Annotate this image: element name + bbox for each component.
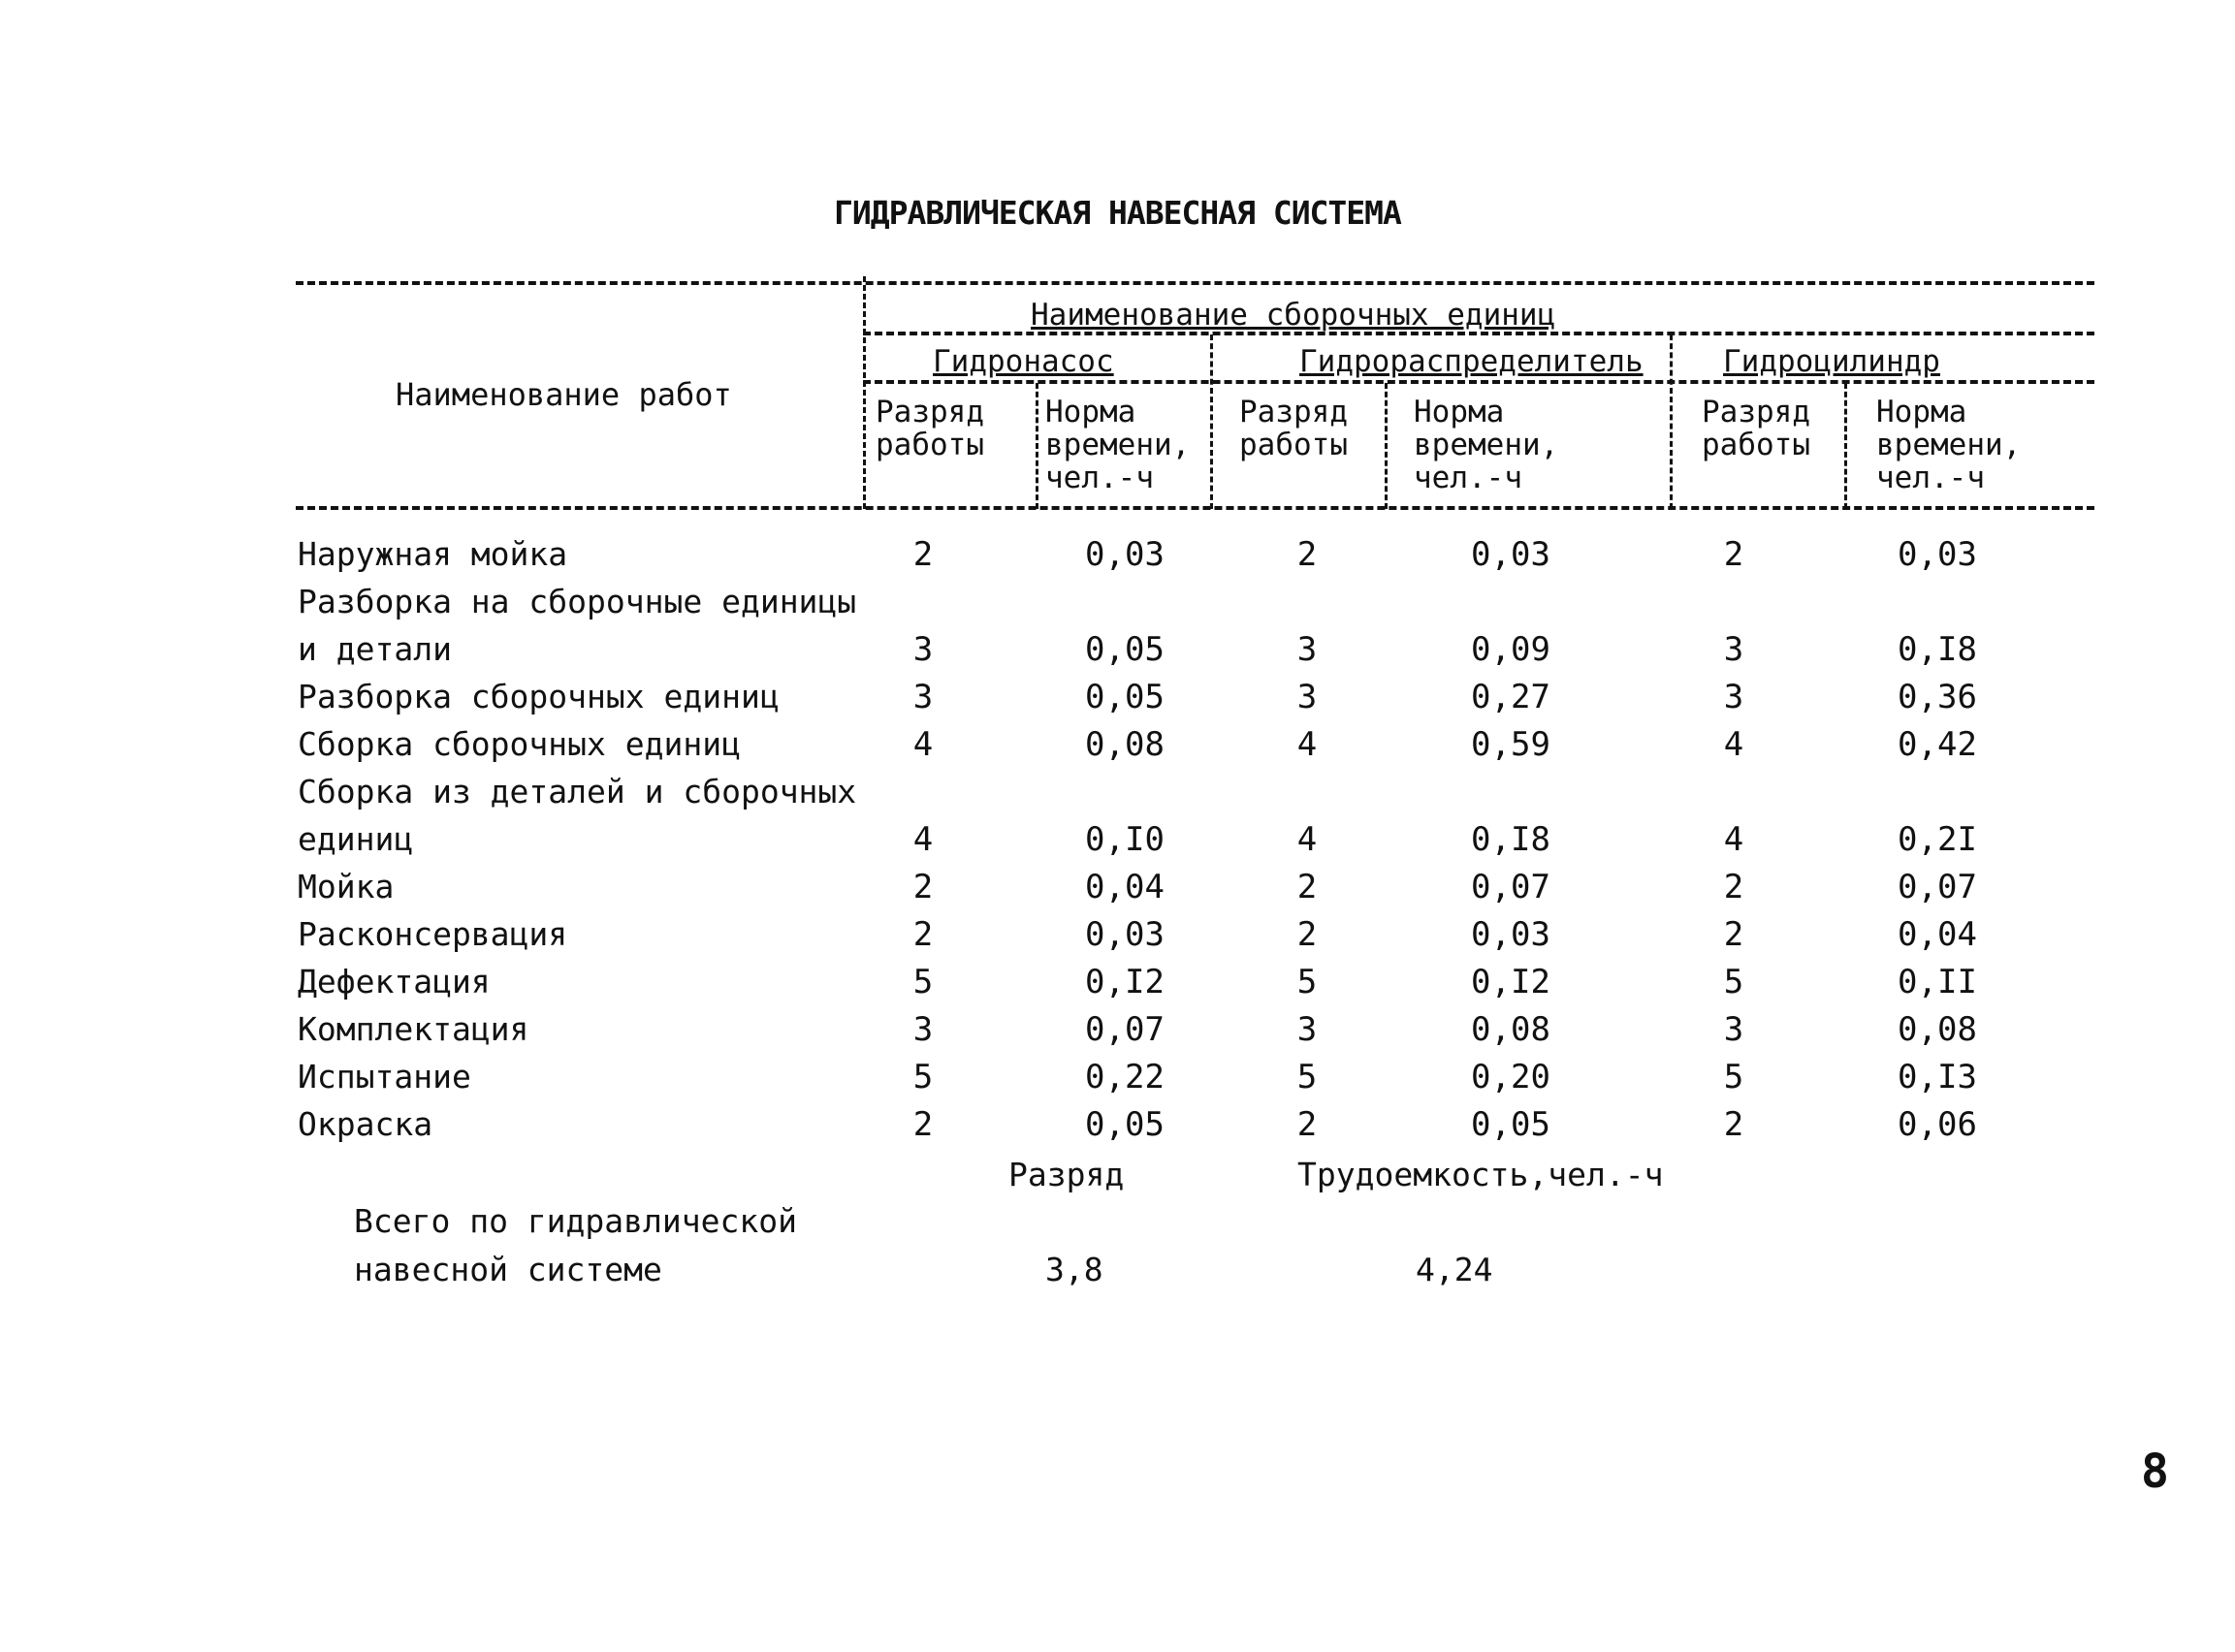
norm-cell: 0,07: [1898, 868, 1977, 906]
col-divider: [1844, 383, 1847, 509]
row-name: Разборка на сборочные единицы: [298, 583, 857, 620]
rank-cell: 2: [1296, 915, 1318, 954]
row-name: Мойка: [298, 868, 395, 905]
rank-cell: 2: [1723, 868, 1744, 906]
rank-cell: 5: [1723, 963, 1744, 1001]
page-title: ГИДРАВЛИЧЕСКАЯ НАВЕСНАЯ СИСТЕМА: [834, 194, 1401, 232]
rank-cell: 3: [912, 678, 934, 716]
rank-cell: 4: [1296, 725, 1318, 764]
row-name: Разборка сборочных единиц: [298, 678, 780, 715]
norm-cell: 0,I2: [1085, 963, 1165, 1001]
total-rank-label: Разряд: [1008, 1156, 1125, 1193]
norm-cell: 0,I0: [1085, 820, 1165, 859]
table-top-rule: [296, 281, 2094, 285]
row-name: единиц: [298, 820, 414, 858]
norm-cell: 0,05: [1471, 1105, 1550, 1144]
sub-header-rank: Разряд работы: [1239, 395, 1348, 462]
rank-cell: 4: [1296, 820, 1318, 859]
norm-cell: 0,08: [1898, 1010, 1977, 1049]
norm-cell: 0,36: [1898, 678, 1977, 716]
total-labor-value: 4,24: [1416, 1251, 1493, 1288]
sub-header-norm: Норма времени, чел.-ч: [1414, 395, 1559, 495]
rank-cell: 5: [1296, 963, 1318, 1001]
unit-header-cylinder: Гидроцилиндр: [1723, 344, 1940, 379]
sub-header-rank: Разряд работы: [876, 395, 984, 462]
group-header: Наименование сборочных единиц: [1031, 298, 1556, 333]
sub-header-rank: Разряд работы: [1702, 395, 1810, 462]
total-name-line2: навесной системе: [354, 1251, 662, 1288]
row-name: Сборка из деталей и сборочных: [298, 773, 857, 810]
rank-cell: 2: [912, 868, 934, 906]
norm-cell: 0,08: [1471, 1010, 1550, 1049]
norm-cell: 0,07: [1471, 868, 1550, 906]
norm-cell: 0,03: [1471, 535, 1550, 574]
norm-cell: 0,03: [1471, 915, 1550, 954]
header-bottom-rule: [296, 506, 2094, 510]
sub-header-norm: Норма времени, чел.-ч: [1045, 395, 1191, 495]
total-rank-value: 3,8: [1045, 1251, 1103, 1288]
norm-cell: 0,I8: [1471, 820, 1550, 859]
rank-cell: 5: [912, 963, 934, 1001]
norm-cell: 0,20: [1471, 1058, 1550, 1096]
rank-cell: 4: [912, 820, 934, 859]
rank-cell: 2: [1723, 1105, 1744, 1144]
row-name: Расконсервация: [298, 915, 568, 953]
norm-cell: 0,05: [1085, 630, 1165, 669]
row-name: Сборка сборочных единиц: [298, 725, 741, 763]
rank-cell: 3: [1296, 630, 1318, 669]
norm-cell: 0,42: [1898, 725, 1977, 764]
norm-cell: 0,03: [1898, 535, 1977, 574]
rank-cell: 3: [1723, 1010, 1744, 1049]
page-number: 8: [2141, 1445, 2169, 1499]
col-header-name: Наименование работ: [396, 376, 732, 413]
rank-cell: 3: [1723, 630, 1744, 669]
unit-header-valve: Гидрораспределитель: [1299, 344, 1644, 379]
norm-cell: 0,27: [1471, 678, 1550, 716]
norm-cell: 0,05: [1085, 678, 1165, 716]
norm-cell: 0,07: [1085, 1010, 1165, 1049]
rank-cell: 2: [1296, 535, 1318, 574]
row-name: Комплектация: [298, 1010, 529, 1048]
norm-cell: 0,08: [1085, 725, 1165, 764]
norm-cell: 0,2I: [1898, 820, 1977, 859]
rank-cell: 2: [1296, 868, 1318, 906]
sub-header-norm: Норма времени, чел.-ч: [1876, 395, 2022, 495]
row-name: Наружная мойка: [298, 535, 568, 573]
col-divider: [1385, 383, 1388, 509]
rank-cell: 5: [1723, 1058, 1744, 1096]
norm-cell: 0,04: [1898, 915, 1977, 954]
rank-cell: 4: [1723, 725, 1744, 764]
norm-cell: 0,05: [1085, 1105, 1165, 1144]
rank-cell: 5: [912, 1058, 934, 1096]
col-divider: [1670, 334, 1673, 509]
total-name-line1: Всего по гидравлической: [354, 1202, 797, 1240]
rank-cell: 2: [912, 915, 934, 954]
rank-cell: 3: [912, 1010, 934, 1049]
rank-cell: 5: [1296, 1058, 1318, 1096]
total-labor-label: Трудоемкость,чел.-ч: [1297, 1156, 1664, 1193]
units-rule: [863, 380, 2094, 384]
norm-cell: 0,03: [1085, 535, 1165, 574]
norm-cell: 0,22: [1085, 1058, 1165, 1096]
norm-cell: 0,03: [1085, 915, 1165, 954]
rank-cell: 2: [912, 535, 934, 574]
rank-cell: 3: [1296, 678, 1318, 716]
norm-cell: 0,II: [1898, 963, 1977, 1001]
rank-cell: 2: [1723, 535, 1744, 574]
rank-cell: 3: [912, 630, 934, 669]
row-name: и детали: [298, 630, 452, 668]
unit-header-pump: Гидронасос: [933, 344, 1114, 379]
rank-cell: 2: [1723, 915, 1744, 954]
col-divider: [1036, 383, 1038, 509]
row-name: Окраска: [298, 1105, 433, 1143]
rank-cell: 4: [912, 725, 934, 764]
norm-cell: 0,I8: [1898, 630, 1977, 669]
rank-cell: 3: [1723, 678, 1744, 716]
norm-cell: 0,59: [1471, 725, 1550, 764]
rank-cell: 4: [1723, 820, 1744, 859]
norm-cell: 0,06: [1898, 1105, 1977, 1144]
norm-cell: 0,09: [1471, 630, 1550, 669]
col-divider: [1210, 334, 1213, 509]
norm-cell: 0,04: [1085, 868, 1165, 906]
norm-cell: 0,I3: [1898, 1058, 1977, 1096]
rank-cell: 2: [1296, 1105, 1318, 1144]
row-name: Испытание: [298, 1058, 471, 1096]
rank-cell: 2: [912, 1105, 934, 1144]
row-name: Дефектация: [298, 963, 491, 1001]
rank-cell: 3: [1296, 1010, 1318, 1049]
norm-cell: 0,I2: [1471, 963, 1550, 1001]
col-divider: [863, 276, 866, 509]
